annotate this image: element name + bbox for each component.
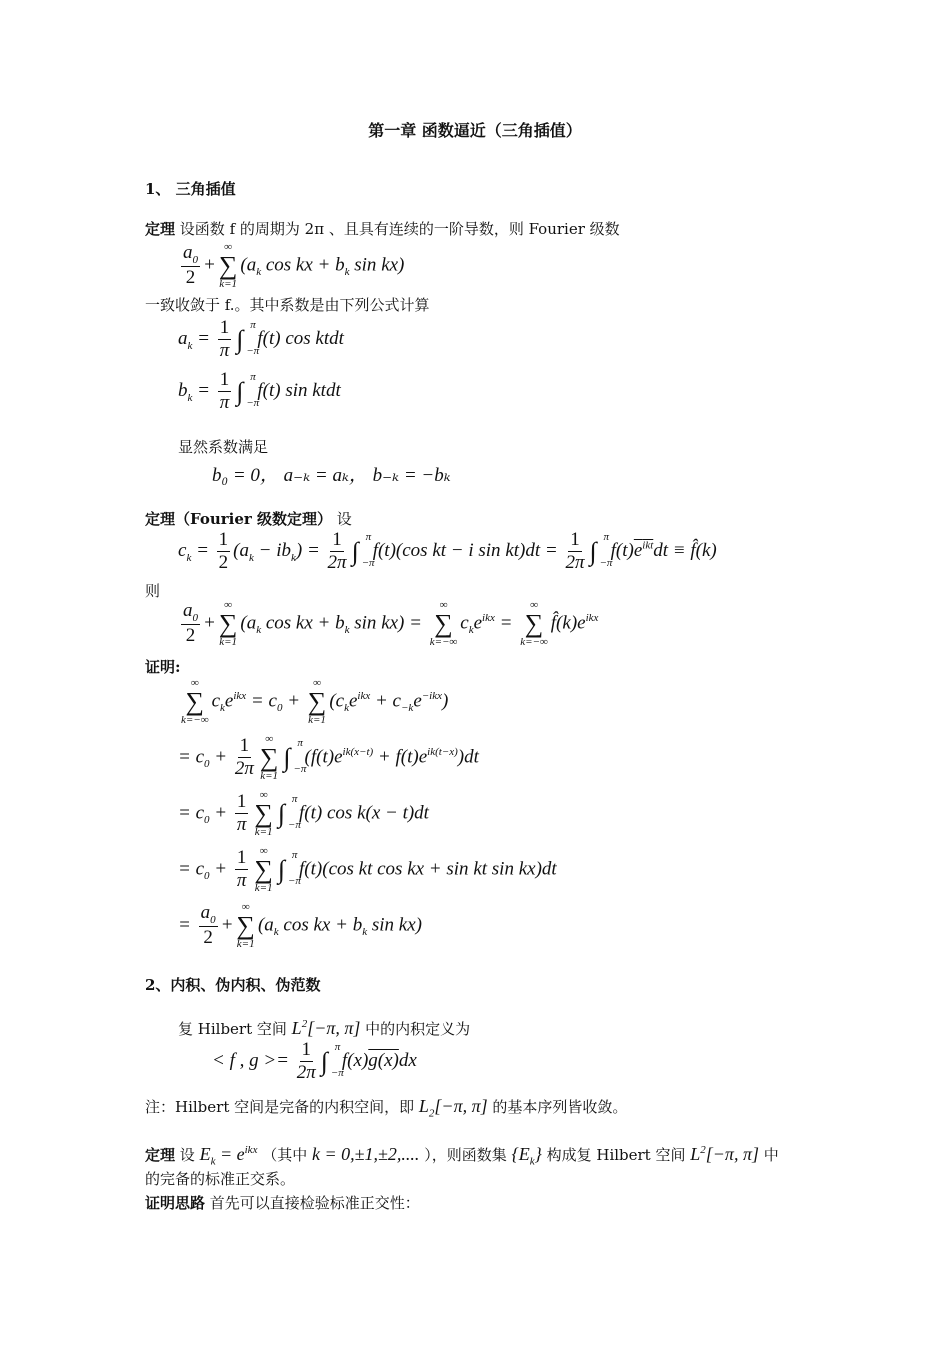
proof-line-5: = $\frac{a_0}{2}$ + ∞ ∑ k=1 ($a_k$ cos kx + $b_k$ sin kx) <box>178 901 422 950</box>
section-heading-2: 2、内积、伪内积、伪范数 <box>145 976 321 994</box>
theorem-1-label: 定理 <box>145 220 176 238</box>
theorem-3: 定理 设 $E_k = e^{ikx}$ （其中 k = 0,±1,±2,.... ），则函数集 $\{E_k\}$ 构成复 Hilbert 空间 $L^2[-\pi$, π] 中 <box>145 1144 779 1168</box>
theorem-3-label: 定理 <box>145 1146 176 1164</box>
note-line: 注：Hilbert 空间是完备的内积空间，即 $L_2[-\pi$, π] 的基本序列皆收敛。 <box>145 1096 628 1120</box>
inner-product-formula: < f , g >= $\frac{1}{2\pi}$ ∫ π −π f(x)g(x)dx <box>212 1039 417 1083</box>
proof-line-4: = $c_0$ + $\frac{1}{\pi}$ ∞ ∑ k=1 ∫ π −π f(t)(cos kt cos kx + sin kt sin kx)dt <box>178 845 557 894</box>
chapter-title: 第一章 函数逼近（三角插值） <box>368 121 582 140</box>
inner-text-b: 中的内积定义为 <box>365 1020 471 1038</box>
theorem-3-text-e: 中 <box>763 1146 779 1164</box>
proof-label: 证明: <box>145 658 181 676</box>
converge-text: 一致收敛于 f.。其中系数是由下列公式计算 <box>145 296 430 314</box>
inner-product-text: 复 Hilbert 空间 $L^2[-\pi$, π] 中的内积定义为 <box>178 1018 471 1038</box>
ak-formula: $a_k$ = $\frac{1}{\pi}$ ∫ π −π f(t) cos ktdt <box>178 317 344 361</box>
ck-formula: $c_k$ = $\frac{1}{2}$ $(a_k - ib_k)$ = $\frac{1}{2\pi}$ ∫ π −π f(t)(cos kt − i sin kt)dt = $\frac{1}{2\pi}$ ∫ π −π $f(t)e^{ikt}dt$ ≡ f̂(k) <box>178 529 717 573</box>
theorem-2 <box>145 508 352 529</box>
theorem-3-text-c: ），则函数集 <box>424 1146 507 1164</box>
proof-line-3: = $c_0$ + $\frac{1}{\pi}$ ∞ ∑ k=1 ∫ π −π f(t) cos k(x − t)dt <box>178 789 429 838</box>
theorem-3-text-b: （其中 <box>262 1146 308 1164</box>
section-heading-1: 1、 三角插值 <box>145 180 236 198</box>
series-equivalence: $\frac{a_0}{2}$ + ∞ ∑ k=1 ($a_k$ cos kx + $b_k$ sin kx) = ∞ ∑ k=−∞ $c_ke^{ikx}$ = ∞ ∑ k=−∞ $f̂(k)e^{ikx}$ <box>183 599 599 648</box>
theorem-3-continued: 的完备的标准正交系。 <box>145 1170 296 1188</box>
proof-idea-text: 首先可以直接检验标准正交性： <box>209 1194 420 1212</box>
then-text: 则 <box>145 582 161 600</box>
fourier-series-formula: $\frac{a_0}{2}$ + ∞ ∑ k=1 ($a_k$ cos kx + $b_k$ sin kx) <box>183 241 405 290</box>
proof-line-2: = $c_0$ + $\frac{1}{2\pi}$ ∞ ∑ k=1 ∫ π −π $(f(t)e^{ik(x-t)} + f(t)e^{ik(t-x)})dt$ <box>178 733 479 782</box>
theorem-2-label: 定理（Fourier 级数定理） <box>145 510 333 528</box>
theorem-2-suffix: 设 <box>336 510 352 528</box>
bk-formula: $b_k$ = $\frac{1}{\pi}$ ∫ π −π f(t) sin ktdt <box>178 369 341 413</box>
theorem-1-text: 设函数 f 的周期为 2π 、且具有连续的一阶导数，则 Fourier 级数 <box>179 220 620 238</box>
note-text-a: 注：Hilbert 空间是完备的内积空间，即 <box>145 1098 415 1116</box>
obvious-text: 显然系数满足 <box>178 438 269 456</box>
theorem-3-text-a: 设 <box>179 1146 195 1164</box>
inner-text-a: 复 Hilbert 空间 <box>178 1020 287 1038</box>
note-text-b: 的基本序列皆收敛。 <box>492 1098 628 1116</box>
theorem-3-text-d: 构成复 Hilbert 空间 <box>546 1146 686 1164</box>
proof-line-1: ∞ ∑ k=−∞ $c_ke^{ikx} = c_0$ + ∞ ∑ k=1 $(c_ke^{ikx} + c_{-k}e^{-ikx})$ <box>181 677 449 726</box>
coefficient-relations: b₀ = 0， a₋ₖ = aₖ， b₋ₖ = −bₖ <box>212 465 451 486</box>
proof-idea-label: 证明思路 <box>145 1194 206 1212</box>
proof-idea <box>145 1192 420 1213</box>
theorem-1 <box>145 218 620 239</box>
